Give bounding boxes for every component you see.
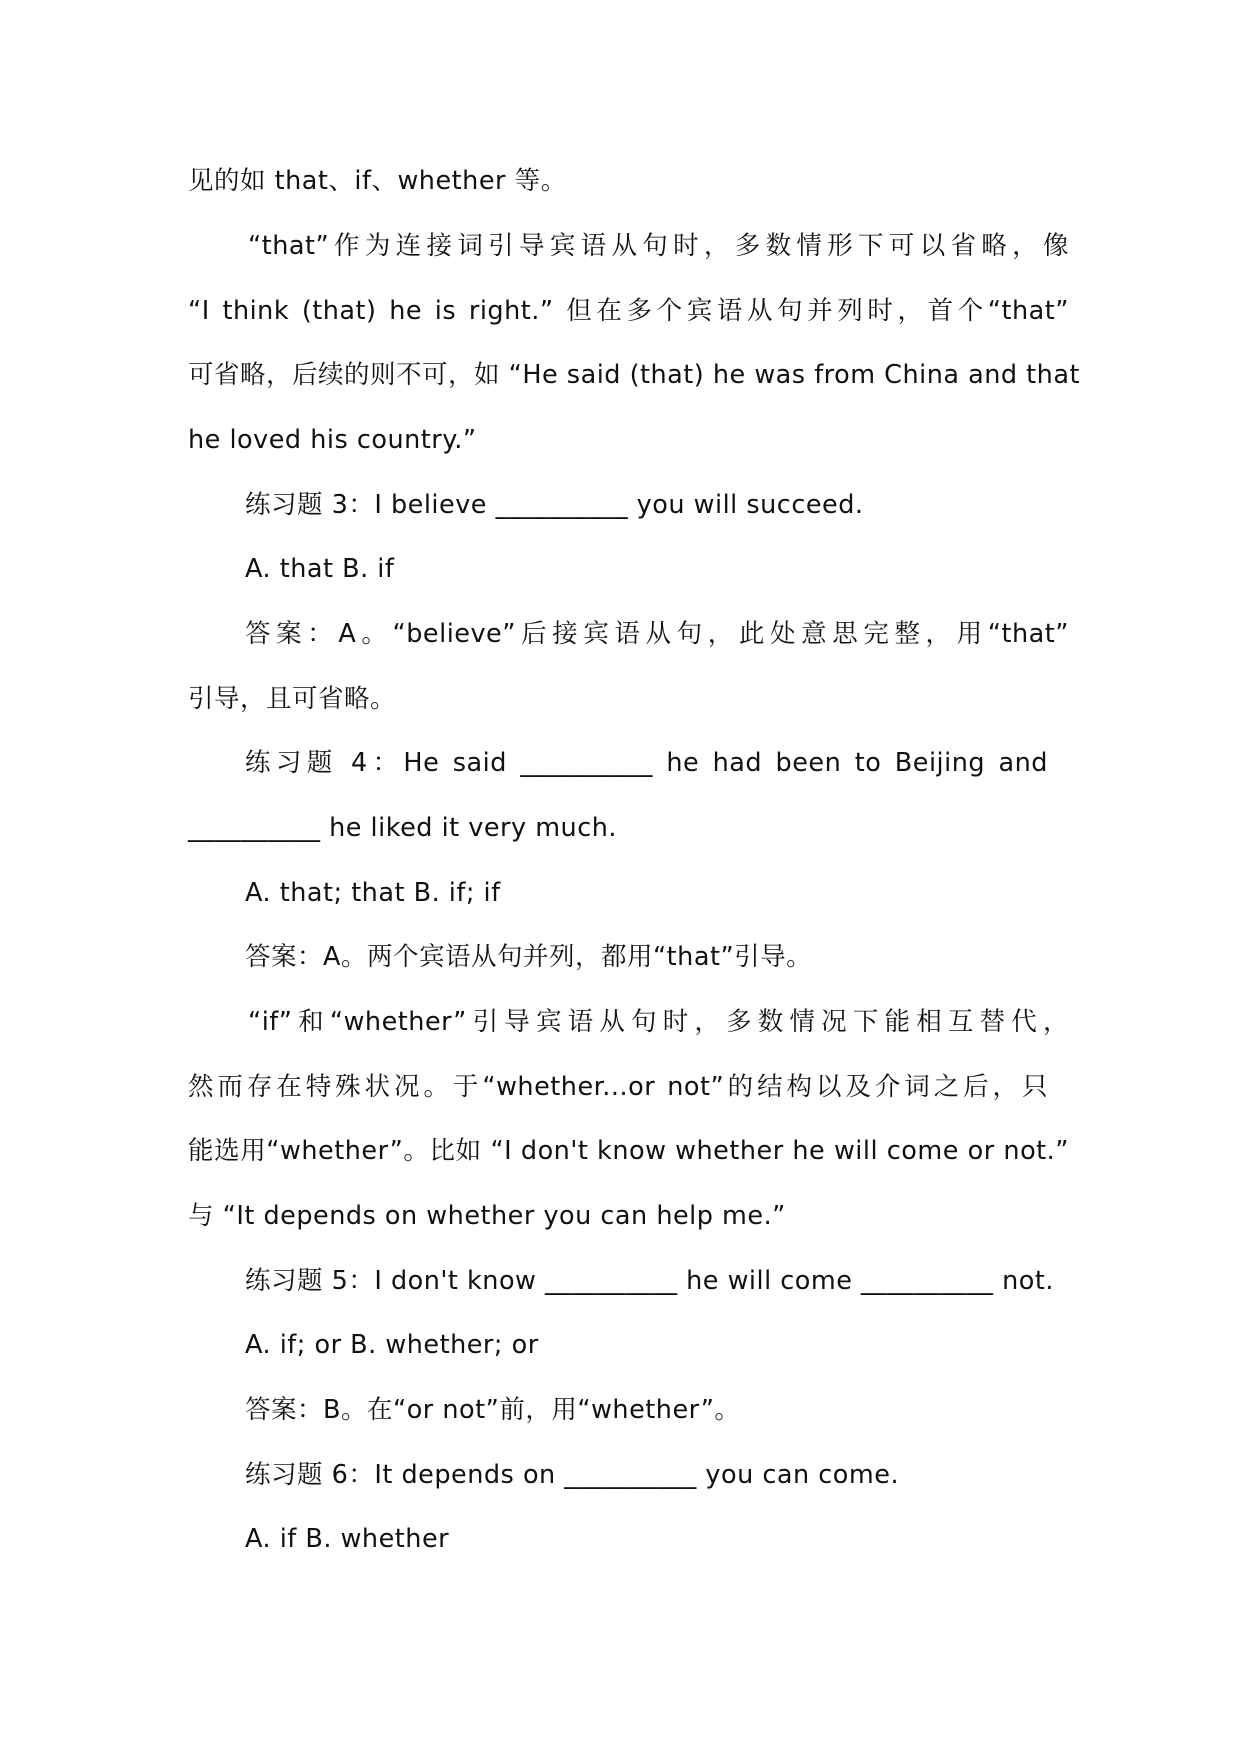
exercise-3-question: 练习题 3：I believe __________ you will succeed. (245, 490, 864, 520)
exercise-4-question-cont: __________ he liked it very much. (188, 813, 618, 843)
text-line-2: “that”作为连接词引导宾语从句时，多数情形下可以省略，像 (248, 231, 1069, 261)
exercise-4-options: A. that; that B. if; if (245, 878, 501, 908)
exercise-5-question: 练习题 5：I don't know __________ he will come __________ not. (245, 1266, 1055, 1296)
exercise-5-answer: 答案：B。在“or not”前，用“whether”。 (245, 1395, 741, 1425)
text-line-4: 可省略，后续的则不可，如 “He said (that) he was from China and that (188, 360, 1080, 390)
exercise-6-options: A. if B. whether (245, 1524, 450, 1554)
exercise-3-answer-cont: 引导，且可省略。 (188, 684, 397, 714)
exercise-5-options: A. if; or B. whether; or (245, 1330, 539, 1360)
exercise-3-options: A. that B. if (245, 554, 395, 584)
text-line-5: he loved his country.” (188, 425, 477, 455)
text-line-3: “I think (that) he is right.” 但在多个宾语从句并列时，首个“that” (188, 296, 1069, 326)
exercise-6-question: 练习题 6：It depends on __________ you can come. (245, 1460, 900, 1490)
text-line-14: “if”和“whether”引导宾语从句时，多数情况下能相互替代， (248, 1007, 1069, 1037)
exercise-4-question: 练习题 4：He said __________ he had been to Beijing and (245, 748, 1048, 778)
text-line-1: 见的如 that、if、whether 等。 (188, 166, 567, 196)
exercise-4-answer: 答案：A。两个宾语从句并列，都用“that”引导。 (245, 942, 813, 972)
text-line-16: 能选用“whether”。比如 “I don't know whether he will come or not.” (188, 1136, 1069, 1166)
text-line-15: 然而存在特殊状况。于“whether...or not”的结构以及介词之后，只 (188, 1072, 1048, 1102)
exercise-3-answer: 答案：A。“believe”后接宾语从句，此处意思完整，用“that” (245, 619, 1069, 649)
text-line-17: 与 “It depends on whether you can help me.” (188, 1201, 786, 1231)
